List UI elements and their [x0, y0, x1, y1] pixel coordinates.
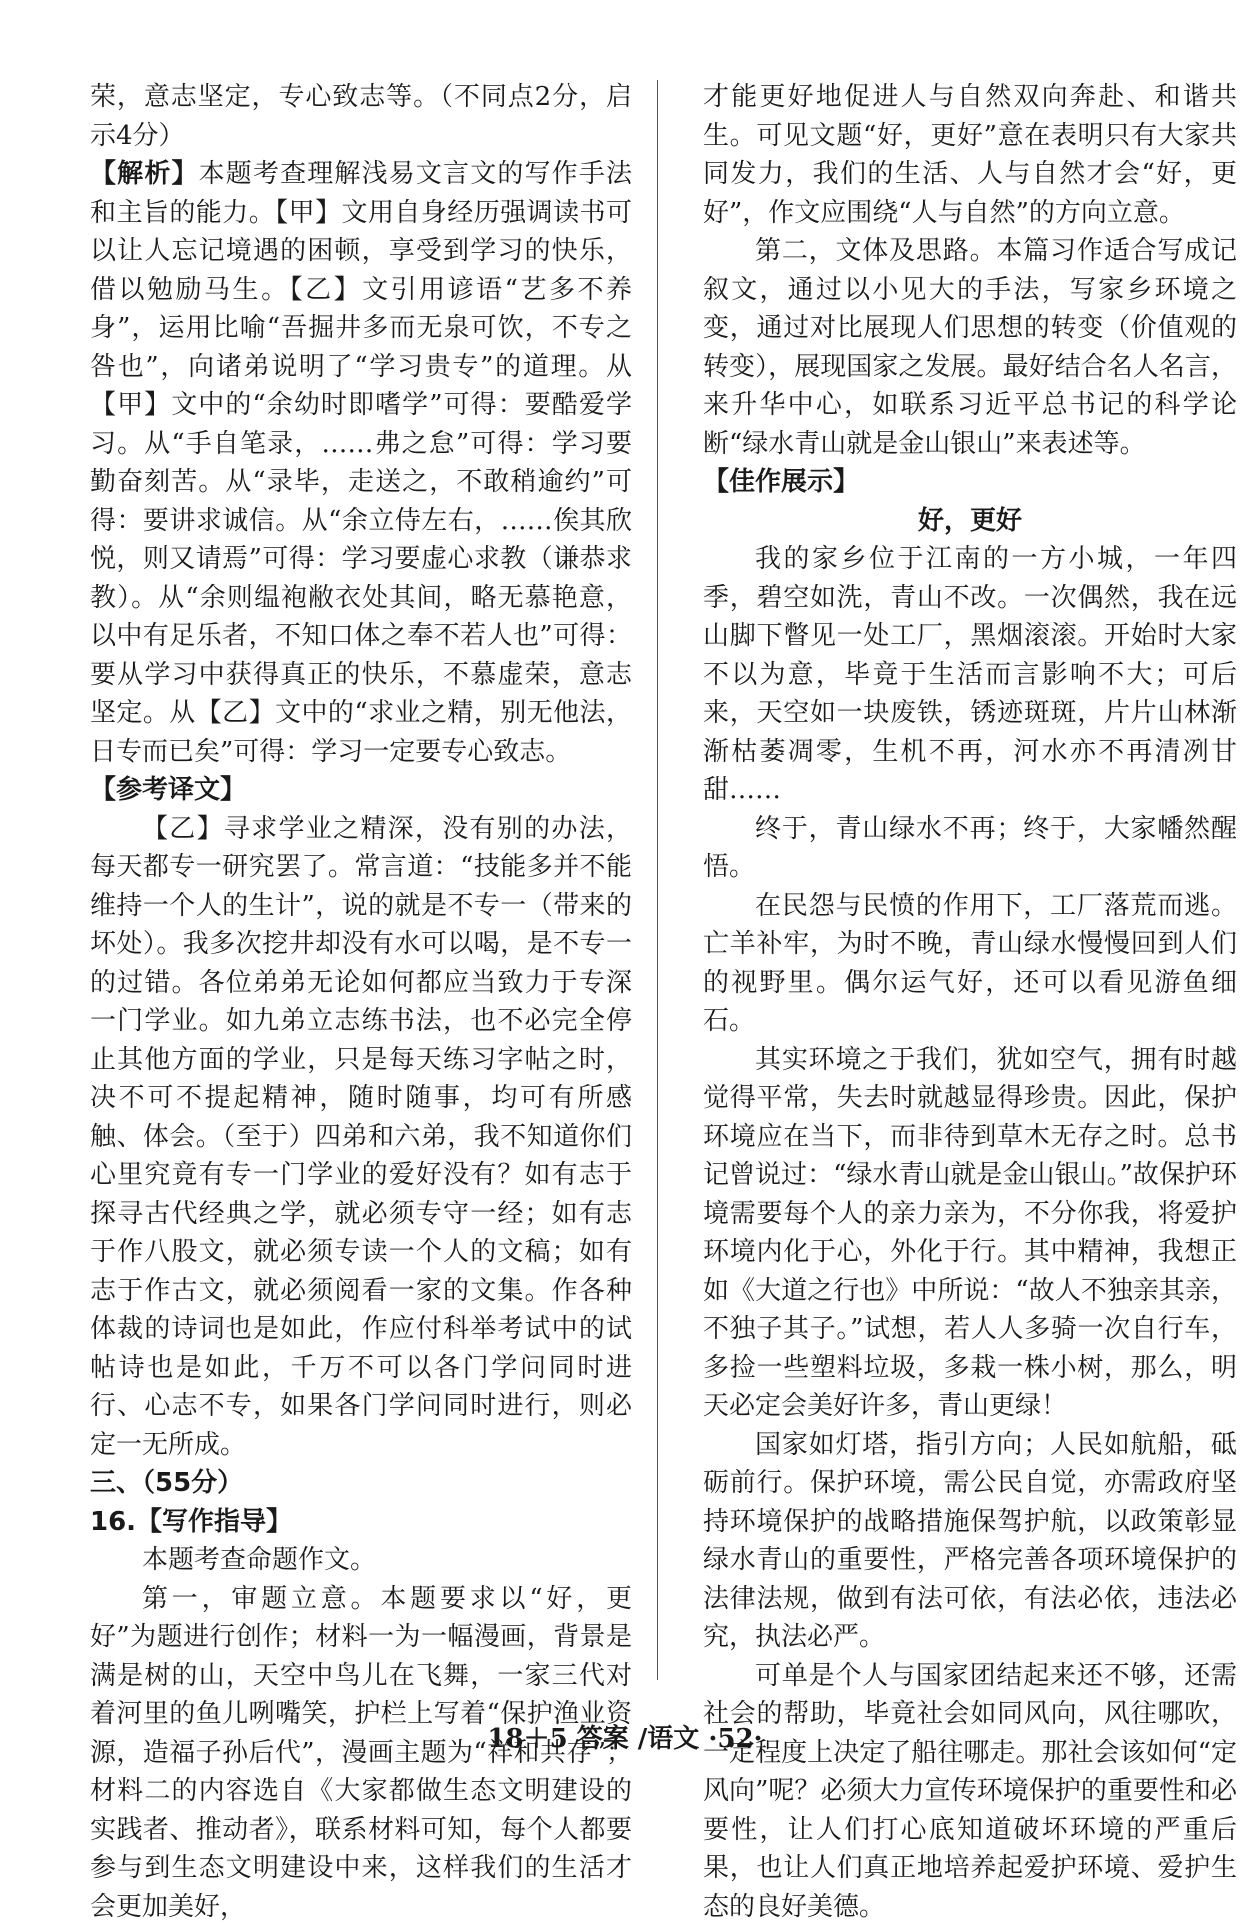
translation-text: 【乙】寻求学业之精深，没有别的办法，每天都专一研究罢了。常言道：“技能多并不能维持一个人的生计”，说的就是不专一（带来的坏处）。我多次挖井却没有水可以喝，是不专一的过错。各位弟弟无论如何都应当致力于专深一门学业。如九弟立志练书法，也不必完全停止其他方面的学业，只是每天练习字帖之时，决不可不提起精神，随时随事，均可有所感触、体会。（至于）四弟和六弟，我不知道你们心里究竟有专一门学业的爱好没有？如有志于探寻古代经典之学，就必须专守一经；如有志于作八股文，就必须专读一个人的文稿；如有志于作古文，就必须阅看一家的文集。作各种体裁的诗词也是如此，作应付科举考试中的试帖诗也是如此，千万不可以各门学问同时进行、心志不专，如果各门学问同时进行，则必定一无所成。 [90, 810, 632, 1465]
question-16-label: 16.【写作指导】 [90, 1503, 632, 1542]
essay-title: 好，更好 [703, 502, 1237, 541]
essay-paragraph: 其实环境之于我们，犹如空气，拥有时越觉得平常，失去时就越显得珍贵。因此，保护环境应在当下，而非待到草木无存之时。总书记曾说过：“绿水青山就是金山银山。”故保护环境需要每个人的亲力亲为，不分你我，将爱护环境内化于心，外化于行。其中精神，我想正如《大道之行也》中所说：“故人不独亲其亲，不独子其子。”试想，若人人多骑一次自行车，多捡一些塑料垃圾，多栽一株小树，那么，明天必定会美好许多，青山更绿！ [703, 1041, 1237, 1426]
left-column [90, 78, 632, 1926]
essay-paragraph: 国家如灯塔，指引方向；人民如航船，砥砺前行。保护环境，需公民自觉，亦需政府坚持环境保护的战略措施保驾护航，以政策彰显绿水青山的重要性，严格完善各项环境保护的法律法规，做到有法可依，有法必依，违法必究，执法必严。 [703, 1426, 1237, 1657]
section-heading: 三、（55分） [90, 1464, 632, 1503]
guide-step-one-continued: 才能更好地促进人与自然双向奔赴、和谐共生。可见文题“好，更好”意在表明只有大家共同发力，我们的生活、人与自然才会“好，更好”，作文应围绕“人与自然”的方向立意。 [703, 78, 1237, 232]
column-divider [657, 80, 658, 1680]
right-column [703, 78, 1237, 1926]
guide-step-two: 第二，文体及思路。本篇习作适合写成记叙文，通过以小见大的手法，写家乡环境之变，通过对比展现人们思想的转变（价值观的转变），展现国家之发展。最好结合名人名言，来升华中心，如联系习近平总书记的科学论断“绿水青山就是金山银山”来表述等。 [703, 232, 1237, 463]
translation-label: 【参考译文】 [90, 771, 632, 810]
analysis-label: 【解析】 [90, 159, 199, 189]
essay-paragraph: 可单是个人与国家团结起来还不够，还需社会的帮助，毕竟社会如同风向，风往哪吹，一定程度上决定了船往哪走。那社会该如何“定风向”呢？必须大力宣传环境保护的重要性和必要性，让人们打心底知道破坏环境的严重后果，也让人们真正地培养起爱护环境、爱护生态的良好美德。 [703, 1657, 1237, 1926]
showcase-label: 【佳作展示】 [703, 463, 1237, 502]
analysis-text: 本题考查理解浅易文言文的写作手法和主旨的能力。【甲】文用自身经历强调读书可以让人忘记境遇的困顿，享受到学习的快乐，借以勉励马生。【乙】文引用谚语“艺多不养身”，运用比喻“吾掘井多而无泉可饮，不专之咎也”，向诸弟说明了“学习贵专”的道理。从【甲】文中的“余幼时即嗜学”可得：要酷爱学习。从“手自笔录，……弗之怠”可得：学习要勤奋刻苦。从“录毕，走送之，不敢稍逾约”可得：要讲求诚信。从“余立侍左右，……俟其欣悦，则又请焉”可得：学习要虚心求教（谦恭求教）。从“余则缊袍敝衣处其间，略无慕艳意，以中有足乐者，不知口体之奉不若人也”可得：要从学习中获得真正的快乐，不慕虚荣，意志坚定。从【乙】文中的“求业之精，别无他法，日专而已矣”可得：学习一定要专心致志。 [90, 159, 632, 767]
guide-step-one: 第一，审题立意。本题要求以“好，更好”为题进行创作；材料一为一幅漫画，背景是满是树的山，天空中鸟儿在飞舞，一家三代对着河里的鱼儿咧嘴笑，护栏上写着“保护渔业资源，造福子孙后代”，漫画主题为“祥和共存”；材料二的内容选自《大家都做生态文明建设的实践者、推动者》，联系材料可知，每个人都要参与到生态文明建设中来，这样我们的生活才会更加美好， [90, 1580, 632, 1926]
essay-paragraph: 我的家乡位于江南的一方小城，一年四季，碧空如洗，青山不改。一次偶然，我在远山脚下瞥见一处工厂，黑烟滚滚。开始时大家不以为意，毕竟于生活而言影响不大；可后来，天空如一块废铁，锈迹斑斑，片片山林渐渐枯萎凋零，生机不再，河水亦不再清冽甘甜…… [703, 540, 1237, 810]
answer-continuation: 荣，意志坚定，专心致志等。（不同点2分，启示4分） [90, 78, 632, 155]
page-footer: 18＋5 答案 /语文 ·52· [0, 1718, 1250, 1755]
essay-paragraph: 终于，青山绿水不再；终于，大家幡然醒悟。 [703, 810, 1237, 887]
essay-paragraph: 在民怨与民愤的作用下，工厂落荒而逃。亡羊补牢，为时不晚，青山绿水慢慢回到人们的视野里。偶尔运气好，还可以看见游鱼细石。 [703, 887, 1237, 1041]
analysis-paragraph [90, 155, 632, 771]
guide-intro: 本题考查命题作文。 [90, 1541, 632, 1580]
